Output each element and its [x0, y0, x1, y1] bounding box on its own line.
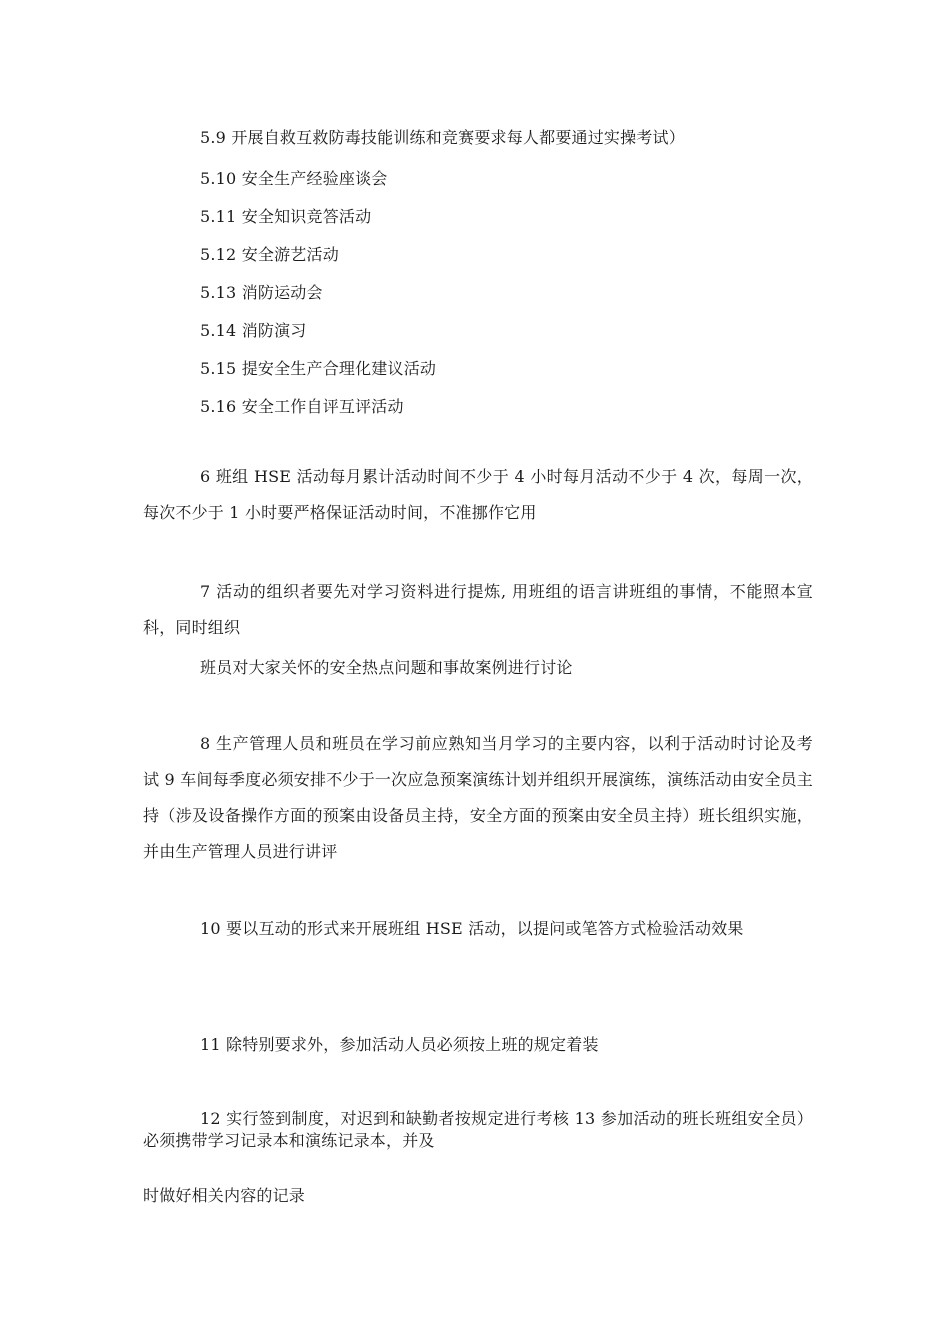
paragraph-11: 11 除特别要求外，参加活动人员必须按上班的规定着装: [200, 1035, 599, 1054]
list-item-5-9: 5.9 开展自救互救防毒技能训练和竞赛要求每人都要通过实操考试）: [200, 128, 685, 147]
list-item-5-11: 5.11 安全知识竞答活动: [200, 207, 372, 226]
list-item-5-10: 5.10 安全生产经验座谈会: [200, 169, 388, 188]
paragraph-12-continuation: 时做好相关内容的记录: [143, 1186, 306, 1205]
list-item-5-14: 5.14 消防演习: [200, 321, 307, 340]
list-item-5-13: 5.13 消防运动会: [200, 283, 323, 302]
paragraph-12: 12 实行签到制度，对迟到和缺勤者按规定进行考核 13 参加活动的班长班组安全员）必须携带学习记录本和演练记录本，并及: [143, 1109, 813, 1150]
paragraph-8: 8 生产管理人员和班员在学习前应熟知当月学习的主要内容，以利于活动时讨论及考试 9 车间每季度必须安排不少于一次应急预案演练计划并组织开展演练，演练活动由安全员主持（涉及设备操作方面的预案由设备员主持，安全方面的预案由安全员主持）班长组织实施，并由生产管理人员进行讲评: [143, 734, 813, 861]
paragraph-10: 10 要以互动的形式来开展班组 HSE 活动，以提问或笔答方式检验活动效果: [200, 919, 744, 938]
list-item-5-15: 5.15 提安全生产合理化建议活动: [200, 359, 437, 378]
paragraph-7: 7 活动的组织者要先对学习资料进行提炼, 用班组的语言讲班组的事情，不能照本宣科，同时组织: [143, 582, 813, 637]
paragraph-7-continuation: 班员对大家关怀的安全热点问题和事故案例进行讨论: [200, 658, 573, 677]
list-item-5-12: 5.12 安全游艺活动: [200, 245, 339, 264]
list-item-5-16: 5.16 安全工作自评互评活动: [200, 397, 404, 416]
paragraph-6: 6 班组 HSE 活动每月累计活动时间不少于 4 小时每月活动不少于 4 次，每周一次，每次不少于 1 小时要严格保证活动时间，不准挪作它用: [143, 467, 813, 522]
